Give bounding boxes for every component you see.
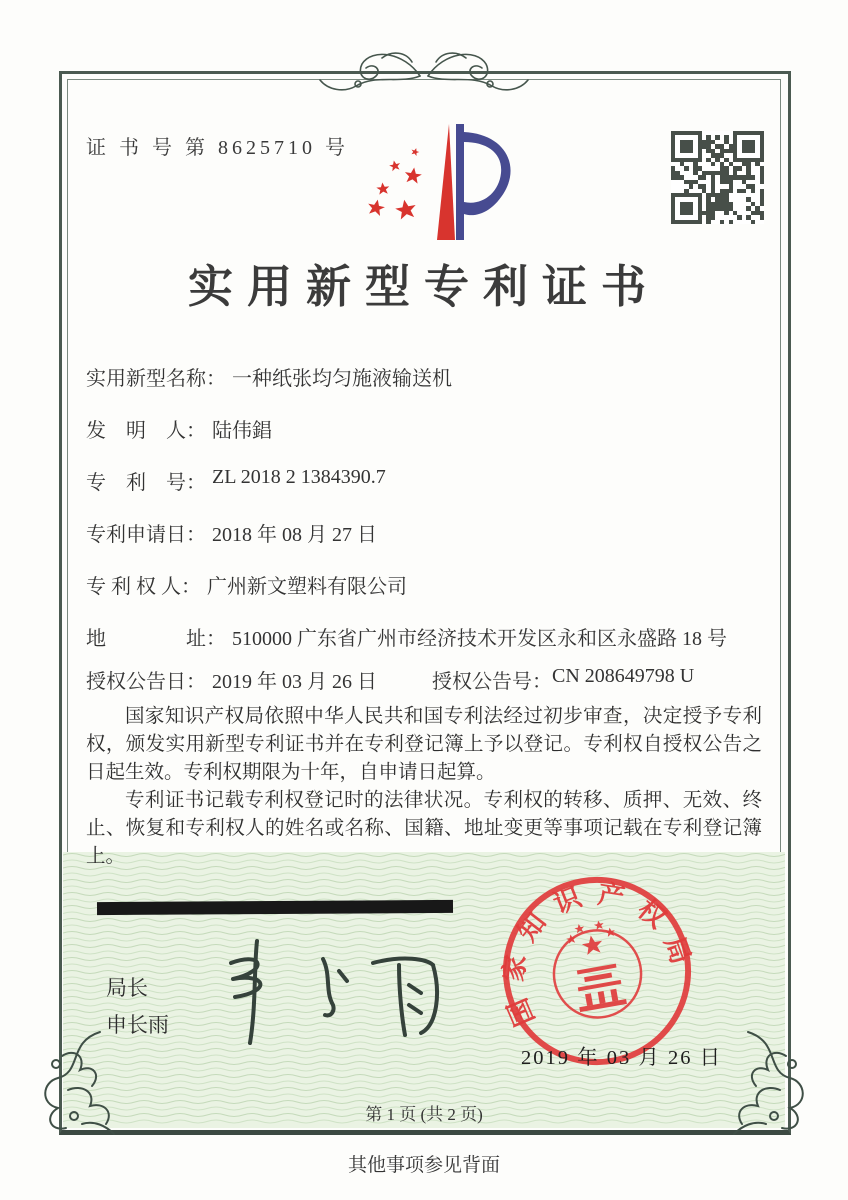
legal-paragraph-1: 国家知识产权局依照中华人民共和国专利法经过初步审查，决定授予专利权，颁发实用新型专利证书并在专利登记簿上予以登记。专利权自授权公告之日起生效。专利权期限为十年，自申请日起算。: [86, 706, 762, 783]
commissioner-title: 局长: [106, 976, 148, 1000]
cnipa-logo-icon: [352, 118, 520, 250]
field-utility-model-name: [86, 362, 452, 391]
commissioner-name: 申长雨: [106, 1013, 169, 1037]
field-patent-number: [86, 466, 386, 495]
seal-text: 国家知识产权局: [498, 878, 697, 1031]
field-label: 专 利 权 人：: [86, 576, 201, 598]
field-value: ZL 2018 2 1384390.7: [212, 466, 386, 488]
qr-code: [671, 131, 764, 224]
certificate-number: 证 书 号 第 8625710 号: [86, 137, 349, 159]
field-patentee: [86, 570, 407, 599]
black-redaction-bar: [97, 900, 453, 915]
field-value: 广州新文塑料有限公司: [207, 576, 407, 598]
qr-module: [760, 220, 764, 224]
field-value: 510000 广东省广州市经济技术开发区永和区永盛路 18 号: [232, 628, 727, 650]
field-label: 专利申请日：: [86, 524, 206, 546]
field-grant-date: [86, 665, 377, 694]
field-inventor: [86, 414, 272, 443]
field-value: 2018 年 08 月 27 日: [212, 524, 377, 546]
back-note: 其他事项参见背面: [347, 1155, 500, 1176]
field-value: 2019 年 03 月 26 日: [212, 671, 377, 693]
seal-date: 2019 年 03 月 26 日: [521, 1047, 723, 1069]
commissioner-signature: [205, 933, 455, 1051]
field-address: [86, 622, 727, 651]
page-number: 第 1 页 (共 2 页): [365, 1105, 483, 1124]
legal-paragraph-2: 专利证书记载专利权登记时的法律状况。专利权的转移、质押、无效、终止、恢复和专利权人的姓名或名称、国籍、地址变更等事项记载在专利登记簿上。: [86, 790, 762, 867]
certificate-title: 实用新型专利证书: [187, 262, 660, 312]
field-label: 授权公告号：: [432, 671, 552, 693]
top-center-flourish-ornament: [312, 46, 536, 102]
field-label: 授权公告日：: [86, 671, 206, 693]
field-label: 地 址：: [86, 628, 226, 650]
field-label: 专 利 号：: [86, 472, 206, 494]
field-value: 陆伟錩: [212, 420, 272, 442]
field-grant-number: [432, 665, 694, 694]
field-application-date: [86, 518, 377, 547]
field-label: 实用新型名称：: [86, 368, 226, 390]
legal-text: [86, 703, 762, 871]
field-value: 一种纸张均匀施液输送机: [232, 368, 452, 390]
field-value: CN 208649798 U: [552, 665, 695, 687]
field-label: 发 明 人：: [86, 420, 206, 442]
